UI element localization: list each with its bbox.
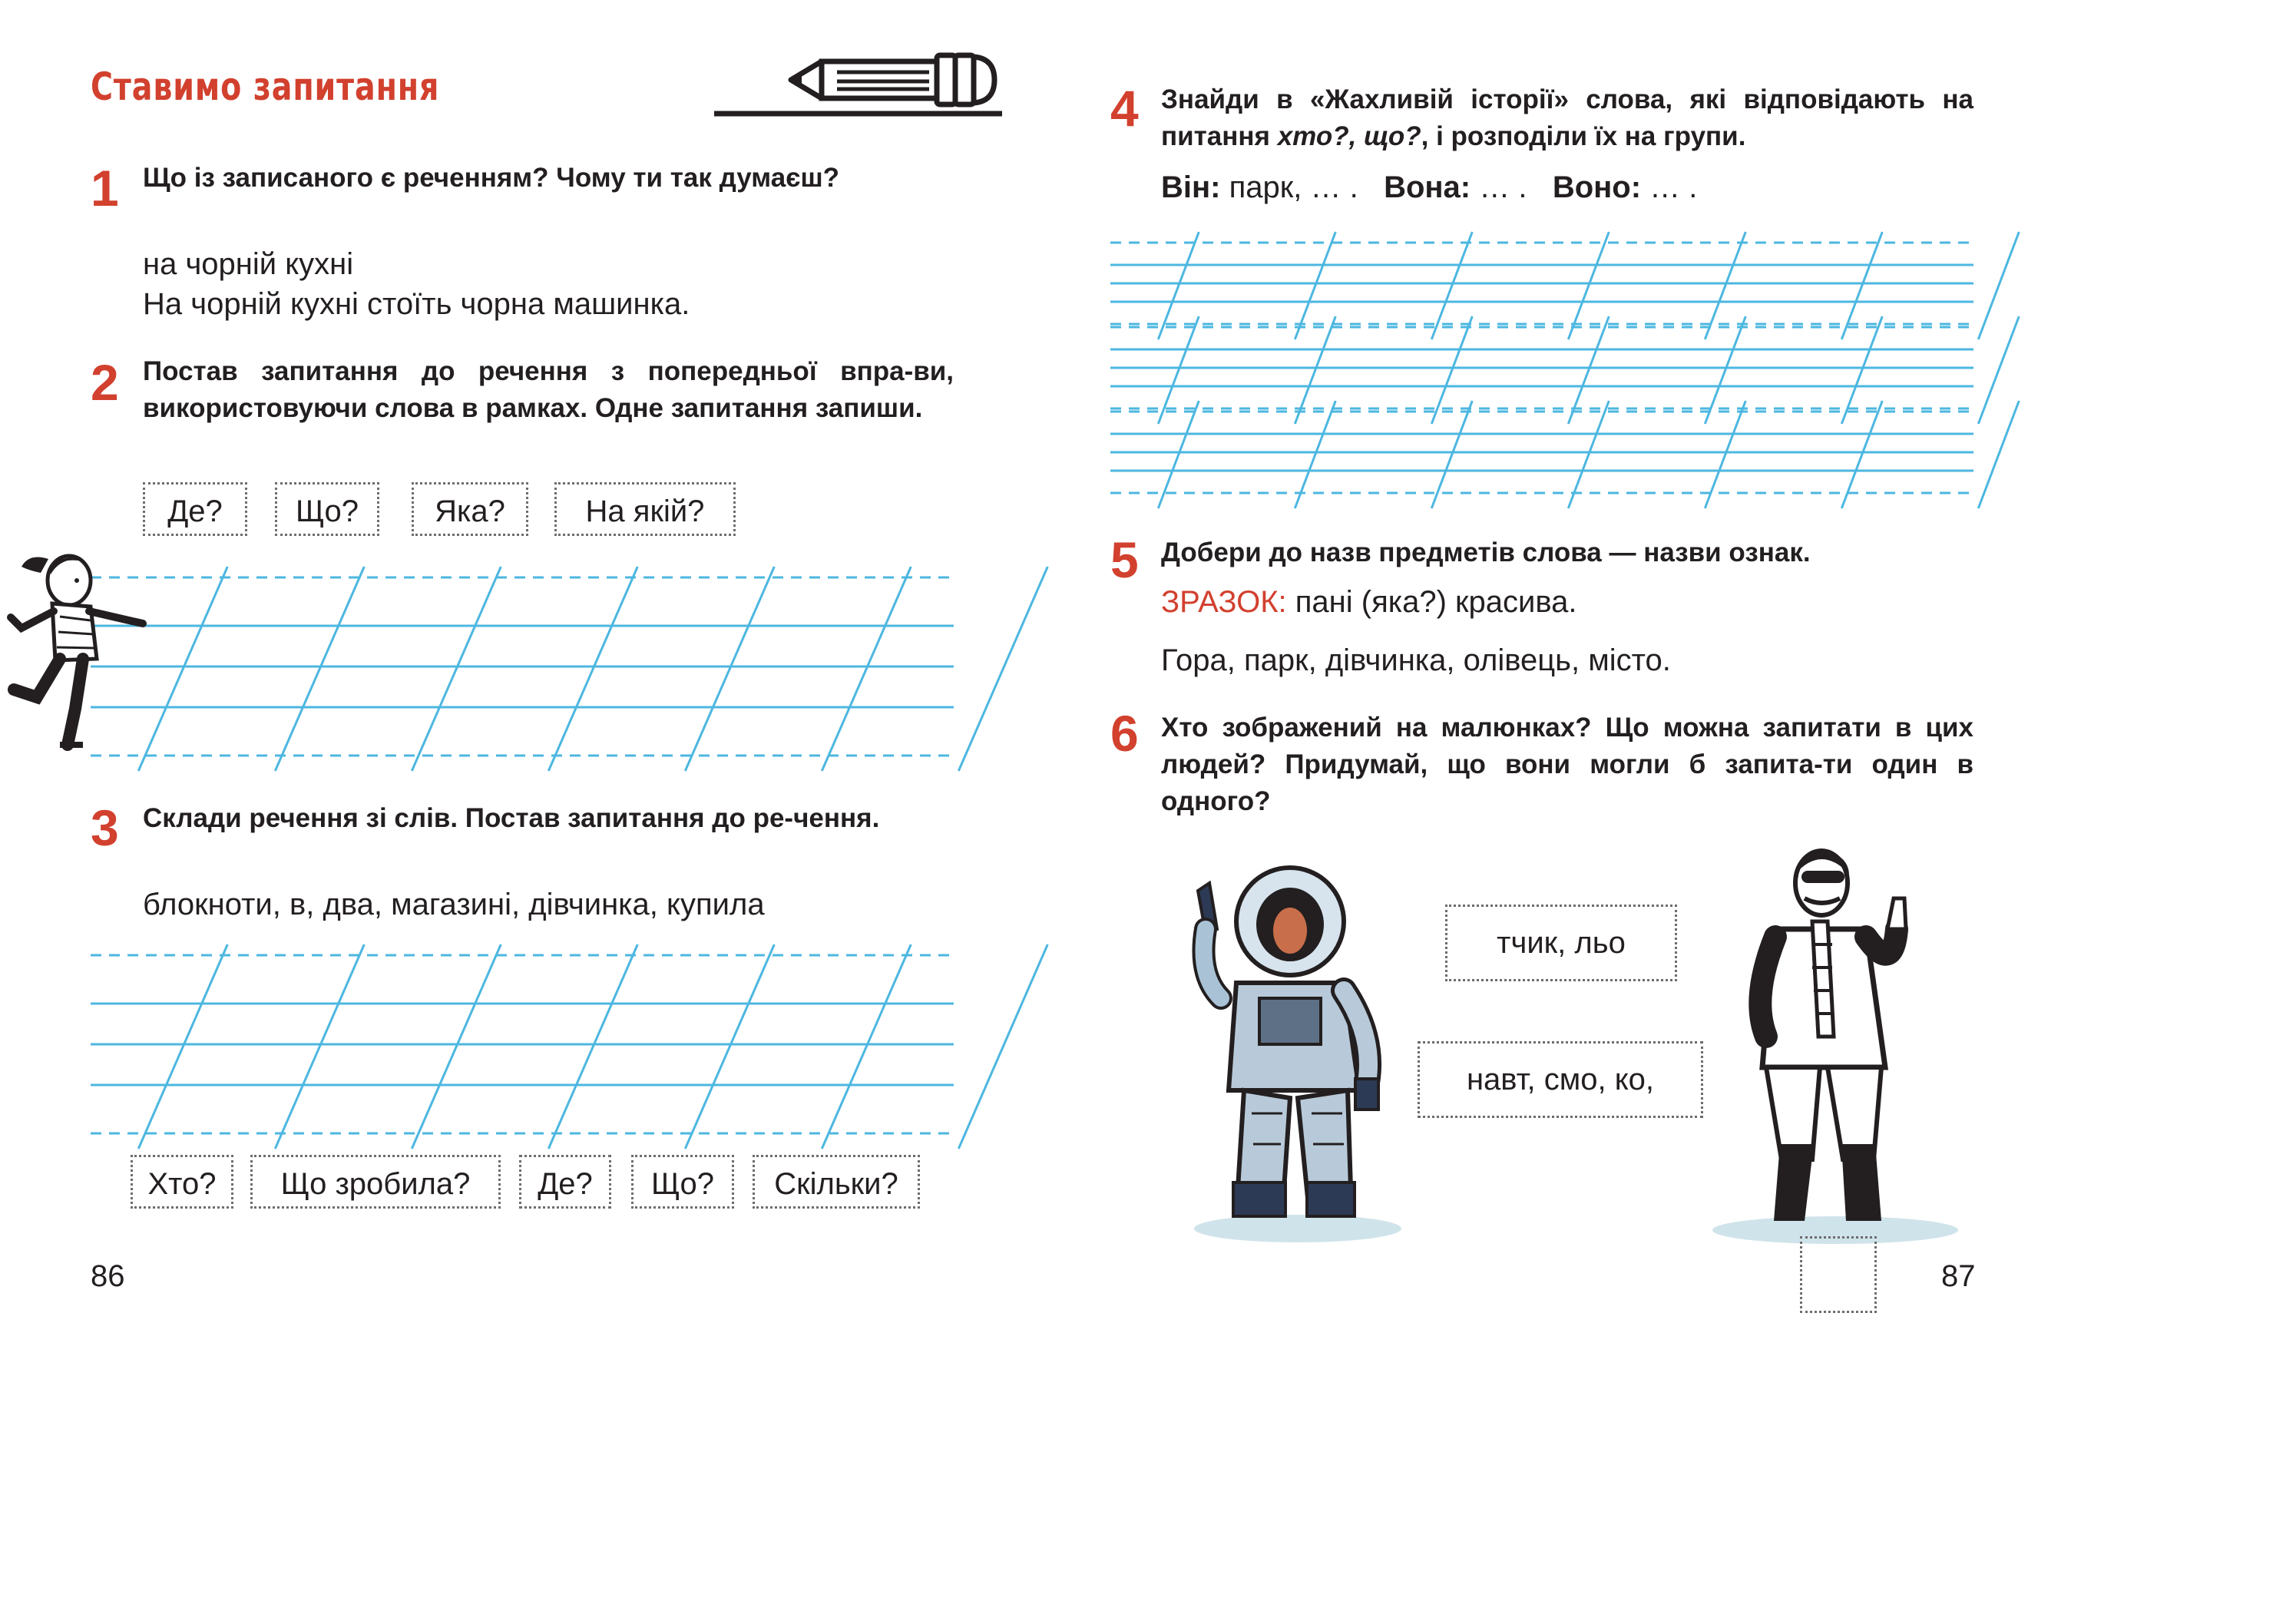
question-box-shcho-zrobyla: Що зробила?: [250, 1155, 501, 1209]
syllable-box-astronaut: навт, смо, ко,: [1418, 1041, 1703, 1118]
task-6-instruction: Хто зображений на малюнках? Що можна запитати в цих людей? Придумай, що вони могли б запита-ти один в одного?: [1161, 713, 1973, 816]
task-5-sample: [1161, 582, 1577, 622]
it-label: Воно:: [1552, 170, 1642, 204]
task-3-words: блокноти, в, два, магазині, дівчинка, купила: [143, 888, 765, 921]
it-value: … .: [1649, 170, 1698, 204]
task-3-number: 3: [91, 799, 119, 856]
task-4-number: 4: [1110, 80, 1139, 137]
writing-lines-task-4-top[interactable]: [1110, 243, 1973, 324]
writing-lines-task-2[interactable]: [91, 577, 954, 756]
question-box-de: Де?: [143, 482, 247, 536]
page-title: Ставимо запитання: [91, 64, 440, 109]
she-label: Вона:: [1384, 170, 1471, 204]
astronaut-illustration: [1183, 860, 1398, 1244]
writing-lines-task-4-middle[interactable]: [1110, 327, 1973, 408]
pencil-icon: [714, 46, 1006, 123]
task-1-instruction: Що із записаного є реченням? Чому ти так думаєш?: [143, 163, 840, 193]
task-3-instruction: Склади речення зі слів. Постав запитання до ре-чення.: [143, 803, 880, 833]
task-2-instruction: Постав запитання до речення з попередньої впра-ви, використовуючи слова в рамках. Одне запитання запиши.: [143, 356, 954, 423]
question-box-de-2: Де?: [519, 1155, 611, 1209]
he-label: Він:: [1161, 170, 1221, 204]
task-5-words: Гора, парк, дівчинка, олівець, місто.: [1161, 643, 1671, 677]
task-2-number: 2: [91, 354, 119, 411]
sample-text: пані (яка?) красива.: [1295, 585, 1577, 619]
question-box-skilky: Скільки?: [753, 1155, 920, 1209]
he-value: парк, … .: [1229, 170, 1358, 204]
page-number-left: 86: [91, 1259, 125, 1293]
writing-lines-task-3[interactable]: [91, 955, 954, 1133]
writing-lines-task-4-bottom[interactable]: [1110, 412, 1973, 493]
running-girl-illustration: [6, 544, 144, 751]
she-value: … .: [1479, 170, 1527, 204]
task-5-instruction: Добери до назв предметів слова — назви ознак.: [1161, 537, 1811, 567]
question-box-yaka: Яка?: [412, 482, 528, 536]
task-4-groups: [1161, 167, 1697, 207]
task-5-number: 5: [1110, 531, 1139, 588]
task-1-line-1: на чорній кухні: [143, 247, 354, 281]
task-1-line-2: На чорній кухні стоїть чорна машинка.: [143, 287, 690, 321]
task-4-instruction-part-1: Знайди в «Жахливій історії» слова, які відповідають на питання: [1161, 84, 1973, 151]
task-6-number: 6: [1110, 705, 1139, 762]
sample-label: ЗРАЗОК:: [1161, 585, 1287, 619]
syllable-box-pilot: тчик, льо: [1445, 905, 1677, 981]
task-4-question-words: хто?, що?: [1277, 121, 1421, 151]
question-box-na-yakii: На якій?: [554, 482, 736, 536]
task-1-number: 1: [91, 160, 119, 217]
question-box-shcho-2: Що?: [631, 1155, 734, 1209]
task-4-instruction: [1161, 81, 1973, 155]
task-4-instruction-part-2: , і розподіли їх на групи.: [1421, 121, 1746, 151]
question-box-shcho: Що?: [275, 482, 379, 536]
question-box-khto: Хто?: [131, 1155, 233, 1209]
page-number-right: 87: [1941, 1259, 1976, 1293]
pilot-illustration: [1705, 837, 1966, 1244]
empty-answer-box[interactable]: [1800, 1236, 1877, 1313]
